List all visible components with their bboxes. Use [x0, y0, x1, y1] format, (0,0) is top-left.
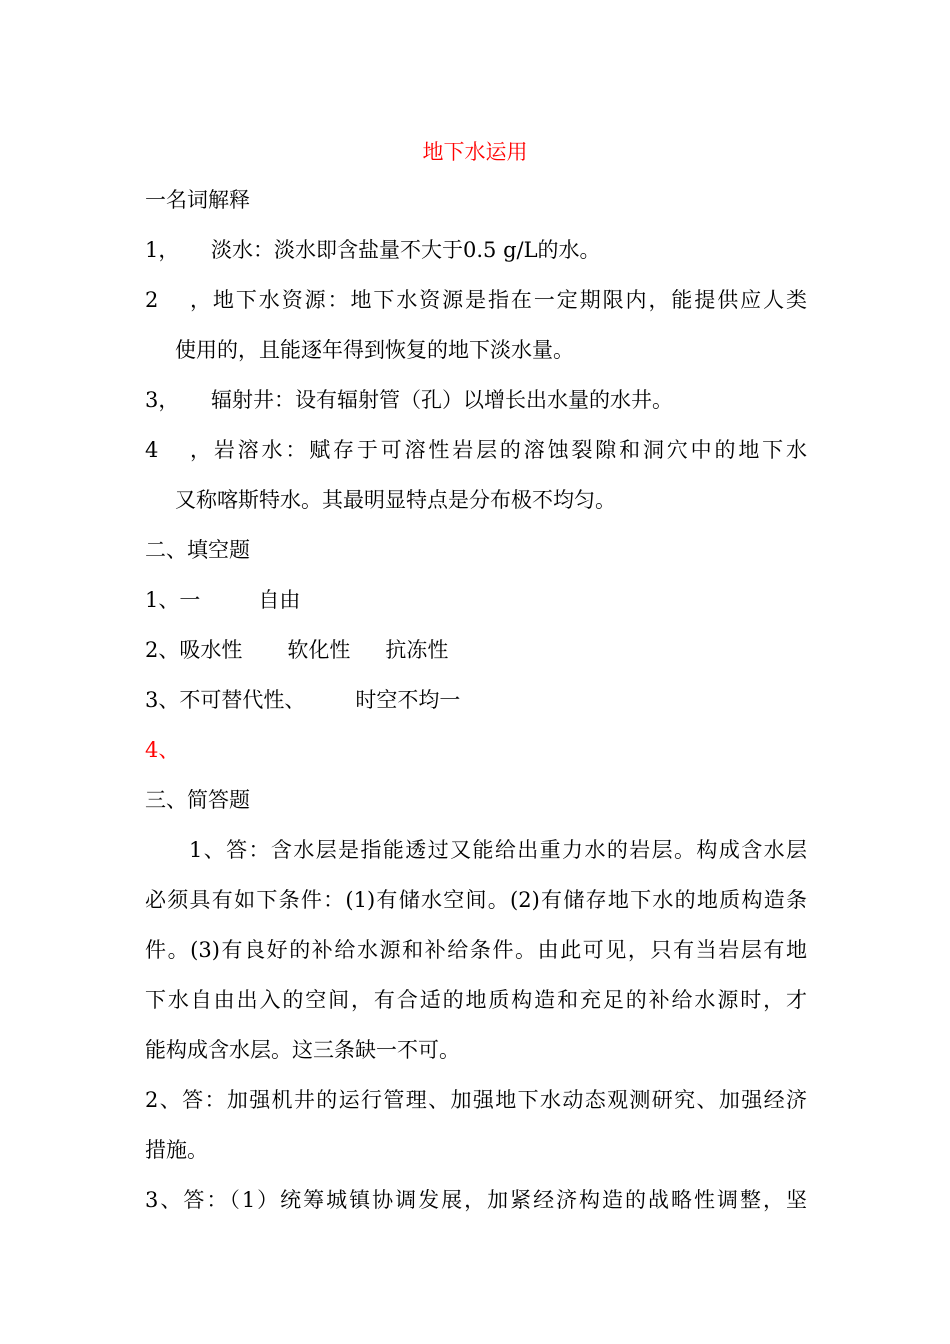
- answer-value: 软化性: [287, 638, 351, 662]
- fill-blank-answer-3: [145, 686, 807, 714]
- definition-item-2: [145, 286, 807, 314]
- fill-blank-answer-4: 4、: [145, 738, 180, 762]
- answer-value: 抗冻性: [385, 638, 449, 662]
- definition-item-1: [145, 236, 807, 264]
- short-answer-1-line-2: 必须具有如下条件：(1)有储水空间。(2)有储存地下水的地质构造条: [145, 888, 807, 912]
- answer-value: 自由: [258, 588, 301, 612]
- fill-blank-answer-1: [145, 586, 807, 614]
- definition-text: 淡水即含盐量不大于0.5 g/L的水。: [274, 238, 601, 262]
- short-answer-1-line-4: 下水自由出入的空间，有合适的地质构造和充足的补给水源时，才: [145, 988, 807, 1012]
- definition-term: 地下水资源：: [211, 288, 351, 312]
- item-number: 3，: [145, 388, 180, 412]
- answer-value: 时空不均一: [355, 688, 461, 712]
- item-number: 4，: [145, 438, 211, 462]
- short-answer-1-line-3: 件。(3)有良好的补给水源和补给条件。由此可见，只有当岩层有地: [145, 938, 807, 962]
- section-heading-short-answer: 三、简答题: [145, 788, 250, 812]
- item-number: 1，: [145, 238, 180, 262]
- definition-term: 辐射井：: [211, 388, 295, 412]
- answer-label: 3、不可替代性、: [145, 688, 306, 712]
- page-title: 地下水运用: [422, 140, 528, 164]
- definition-item-2-continued: 使用的，且能逐年得到恢复的地下淡水量。: [175, 338, 574, 362]
- definition-item-4-continued: 又称喀斯特水。其最明显特点是分布极不均匀。: [175, 488, 616, 512]
- fill-blank-answer-2: [145, 636, 807, 664]
- definition-item-4: [145, 436, 807, 464]
- short-answer-1-line-1: 1、答：含水层是指能透过又能给出重力水的岩层。构成含水层: [189, 838, 807, 862]
- answer-label: 2、吸水性: [145, 638, 243, 662]
- answer-label: 1、一: [145, 588, 201, 612]
- section-heading-fill-blank: 二、填空题: [145, 538, 250, 562]
- definition-text: 设有辐射管（孔）以增长出水量的水井。: [295, 388, 673, 412]
- definition-item-3: [145, 386, 807, 414]
- definition-term: 岩溶水：: [211, 438, 310, 462]
- short-answer-2-line-1: 2、答：加强机井的运行管理、加强地下水动态观测研究、加强经济: [145, 1088, 807, 1112]
- section-heading-definitions: 一名词解释: [145, 188, 250, 212]
- short-answer-3-line-1: 3、答：（1）统筹城镇协调发展，加紧经济构造的战略性调整，坚: [145, 1188, 807, 1212]
- definition-text: 地下水资源是指在一定期限内，能提供应人类: [350, 288, 808, 312]
- short-answer-2-line-2: 措施。: [145, 1138, 208, 1162]
- short-answer-1-line-5: 能构成含水层。这三条缺一不可。: [145, 1038, 460, 1062]
- item-number: 2，: [145, 288, 211, 312]
- definition-text: 赋存于可溶性岩层的溶蚀裂隙和洞穴中的地下水: [309, 438, 808, 462]
- definition-term: 淡水：: [211, 238, 274, 262]
